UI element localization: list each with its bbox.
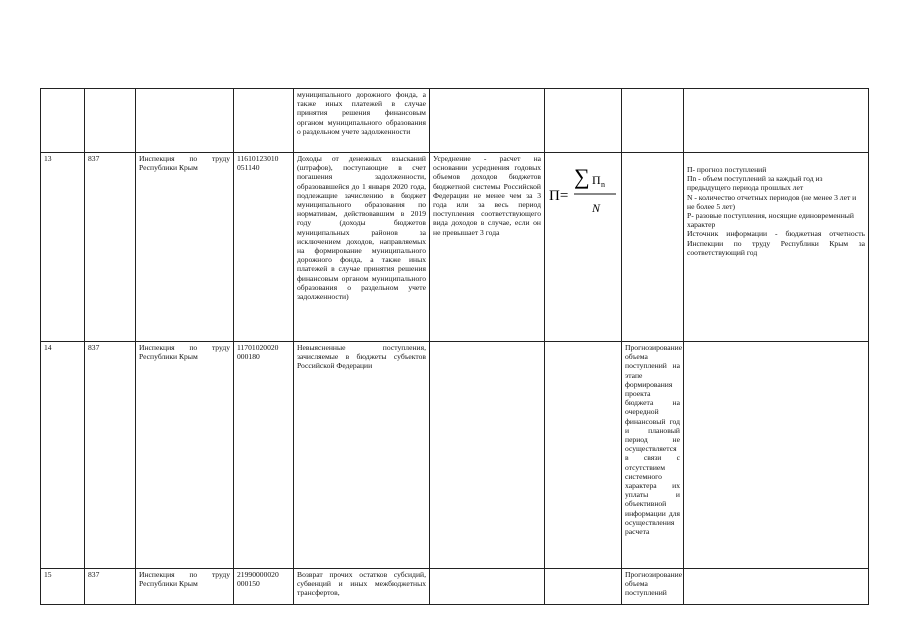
algorithm-cell bbox=[622, 153, 684, 342]
legend-forecast: П- прогноз поступлений bbox=[687, 165, 767, 174]
method-cell bbox=[430, 569, 545, 605]
row-number-cell: 14 bbox=[41, 342, 85, 569]
sum-symbol: ∑ bbox=[574, 164, 590, 189]
table-row bbox=[41, 153, 869, 342]
administrator-cell: Инспекция по труду Республики Крым bbox=[136, 342, 234, 569]
legend-annual-volume: Пn - объем поступлений за каждый год из предыдущего периода прошлых лет bbox=[687, 174, 823, 193]
income-name-cell: Доходы от денежных взысканий (штрафов), поступающие в счет погашения задолженности, образовавшейся до 1 января 2020 года, подлежащие зачислению в бюджет муниципального образования по нормативам, действовавшим в 2019 году (доходы бюджетов муниципальных районов за исключением доходов, направляемых на формирование муниципального дорожного фонда, а также иных платежей в случае принятия решения финансовым органом муниципального образования о раздельном учете задолженности) bbox=[294, 153, 430, 342]
algorithm-cell: Прогнозирование объема поступлений bbox=[622, 569, 684, 605]
administrator-cell: Инспекция по труду Республики Крым bbox=[136, 569, 234, 605]
description-cell bbox=[684, 342, 869, 569]
administrator-cell bbox=[136, 89, 234, 153]
table-row bbox=[41, 342, 869, 569]
formula-lhs: П= bbox=[549, 188, 569, 204]
row-number-cell: 15 bbox=[41, 569, 85, 605]
admin-code-cell: 837 bbox=[85, 342, 136, 569]
formula-denominator: N bbox=[592, 201, 601, 215]
forecast-methods-table bbox=[40, 88, 869, 605]
formula-sum-index: n bbox=[601, 180, 605, 189]
formula-cell bbox=[545, 342, 622, 569]
income-name-cell: Возврат прочих остатков субсидий, субвенций и иных межбюджетных трансфертов, bbox=[294, 569, 430, 605]
income-name-cell: муниципального дорожного фонда, а также иных платежей в случае принятия решения финансовым органом муниципального образования о раздельном учете задолженности bbox=[294, 89, 430, 153]
row-number-cell: 13 bbox=[41, 153, 85, 342]
legend-source: Источник информации - бюджетная отчетность Инспекции по труду Республики Крым за соответствующий год bbox=[687, 229, 865, 257]
administrator-cell: Инспекция по труду Республики Крым bbox=[136, 153, 234, 342]
formula-cell bbox=[545, 569, 622, 605]
formula-graphic bbox=[548, 160, 620, 220]
table-row bbox=[41, 569, 869, 605]
description-cell bbox=[684, 153, 869, 342]
income-name-cell: Невыясненные поступления, зачисляемые в бюджеты субъектов Российской Федерации bbox=[294, 342, 430, 569]
average-formula bbox=[548, 160, 618, 220]
table-row bbox=[41, 89, 869, 153]
admin-code-cell: 837 bbox=[85, 569, 136, 605]
kbk-cell: 11610123010 051140 bbox=[234, 153, 294, 342]
formula-cell bbox=[545, 89, 622, 153]
description-cell bbox=[684, 569, 869, 605]
kbk-cell: 21990000020 000150 bbox=[234, 569, 294, 605]
description-cell bbox=[684, 89, 869, 153]
legend-periods-count: N - количество отчетных периодов (не менее 3 лет и не более 5 лет) bbox=[687, 192, 857, 211]
admin-code-cell bbox=[85, 89, 136, 153]
kbk-cell bbox=[234, 89, 294, 153]
formula-sum-term: П bbox=[592, 173, 601, 187]
method-cell bbox=[430, 89, 545, 153]
admin-code-cell: 837 bbox=[85, 153, 136, 342]
method-cell bbox=[430, 342, 545, 569]
legend-one-time: Р- разовые поступления, носящие единовременный характер bbox=[687, 211, 854, 230]
formula-cell bbox=[545, 153, 622, 342]
algorithm-cell bbox=[622, 89, 684, 153]
algorithm-cell: Прогнозирование объема поступлений на этапе формирования проекта бюджета на очередной финансовый год и плановый период не осуществляется в связи с отсутствием системного характера их уплаты и объективной информации для осуществления расчета bbox=[622, 342, 684, 569]
method-cell: Усреднение - расчет на основании усреднения годовых объемов доходов бюджетов бюджетной системы Российской Федерации не менее чем за 3 года или за весь период поступления соответствующего вида доходов в случае, если он не превышает 3 года bbox=[430, 153, 545, 342]
row-number-cell bbox=[41, 89, 85, 153]
kbk-cell: 11701020020 000180 bbox=[234, 342, 294, 569]
